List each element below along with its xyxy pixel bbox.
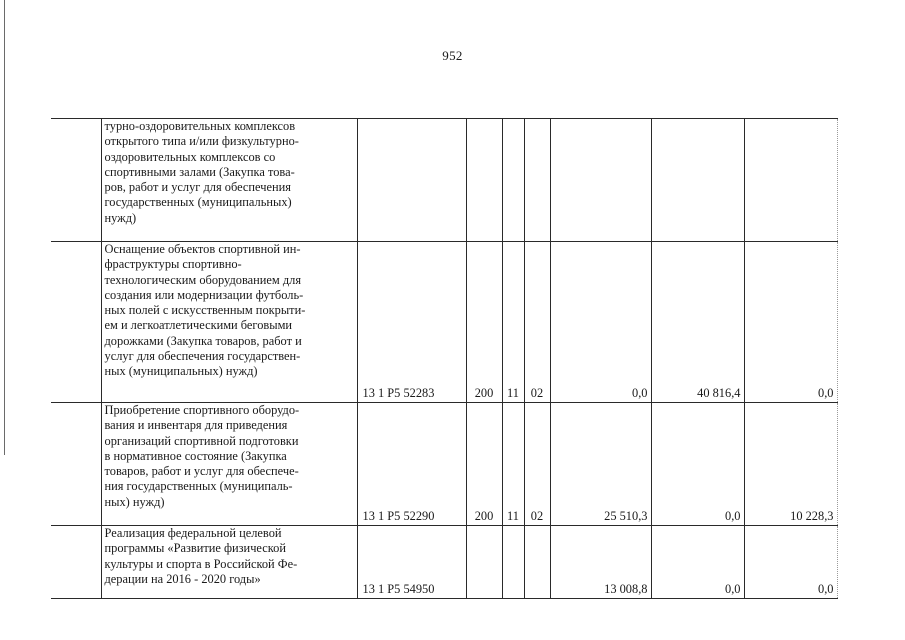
table-row <box>51 119 837 242</box>
row-amount2-cell <box>651 119 744 242</box>
row-code-cell <box>357 119 466 242</box>
row-code-cell: 13 1 P5 54950 <box>357 526 466 599</box>
row-amount3-cell <box>744 119 837 242</box>
row-vr-cell <box>466 526 502 599</box>
table-row <box>51 242 837 403</box>
row-vr-cell: 200 <box>466 403 502 526</box>
table-row <box>51 526 837 599</box>
row-name-text: Оснащение объектов спортивной ин- фраструктуры спортивно- технологическим оборудованием для создания или модернизации футболь- ных полей с искусственным покрыти- ем и легкоатлетическими беговыми дорожками (Закупка товаров, работ и услуг для обеспечения государствен- ных (муниципальных) нужд) <box>104 242 306 379</box>
row-pr-cell <box>524 526 550 599</box>
row-amount3-cell: 0,0 <box>744 242 837 403</box>
row-number-cell <box>51 526 101 599</box>
row-amount2-cell: 0,0 <box>651 526 744 599</box>
row-code-cell: 13 1 P5 52283 <box>357 242 466 403</box>
row-name-text: Приобретение спортивного оборудо- вания и инвентаря для приведения организаций спортивной подготовки в нормативное состояние (Закупка товаров, работ и услуг для обеспече- ния государственных (муниципаль- ных) нужд) <box>104 403 300 509</box>
page-number: 952 <box>442 48 463 63</box>
row-rz-cell <box>502 526 524 599</box>
row-rz-cell: 11 <box>502 403 524 526</box>
scan-left-edge-line <box>4 0 5 455</box>
row-rz-cell: 11 <box>502 242 524 403</box>
row-amount1-cell: 25 510,3 <box>550 403 651 526</box>
row-number-cell <box>51 119 101 242</box>
row-code-cell: 13 1 P5 52290 <box>357 403 466 526</box>
row-name-cell <box>101 403 357 526</box>
row-name-cell <box>101 526 357 599</box>
row-pr-cell: 02 <box>524 242 550 403</box>
row-amount3-cell: 0,0 <box>744 526 837 599</box>
row-rz-cell <box>502 119 524 242</box>
row-number-cell <box>51 242 101 403</box>
row-amount1-cell <box>550 119 651 242</box>
table-row <box>51 403 837 526</box>
row-name-text: Реализация федеральной целевой программы «Развитие физической культуры и спорта в Российской Фе- дерации на 2016 - 2020 годы» <box>104 526 298 586</box>
budget-table <box>51 118 838 599</box>
row-pr-cell <box>524 119 550 242</box>
row-name-cell <box>101 119 357 242</box>
row-amount1-cell: 13 008,8 <box>550 526 651 599</box>
row-number-cell <box>51 403 101 526</box>
row-name-text: турно-оздоровительных комплексов открытого типа и/или физкультурно- оздоровительных комплексов со спортивными залами (Закупка това- ров, работ и услуг для обеспечения государственных (муниципальных) нужд) <box>104 119 299 225</box>
row-pr-cell: 02 <box>524 403 550 526</box>
row-amount2-cell: 40 816,4 <box>651 242 744 403</box>
row-vr-cell: 200 <box>466 242 502 403</box>
row-name-cell <box>101 242 357 403</box>
row-vr-cell <box>466 119 502 242</box>
row-amount2-cell: 0,0 <box>651 403 744 526</box>
row-amount3-cell: 10 228,3 <box>744 403 837 526</box>
row-amount1-cell: 0,0 <box>550 242 651 403</box>
